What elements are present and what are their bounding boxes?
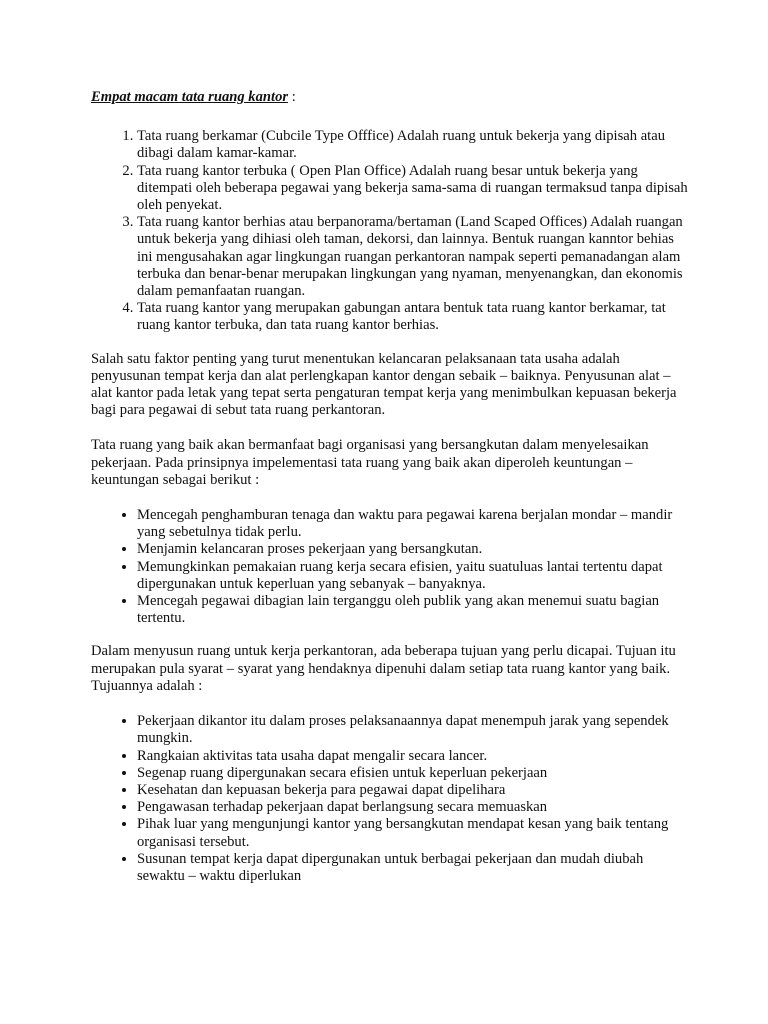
list-item: 2. Tata ruang kantor terbuka ( Open Plan Office) Adalah ruang besar untuk bekerja yang ditempati oleh beberapa pegawai yang bekerja sama-sama di ruangan termaksud tanpa dipisah oleh penyekat.	[137, 163, 691, 215]
benefits-list	[91, 507, 691, 627]
list-item: • Rangkaian aktivitas tata usaha dapat mengalir secara lancer.	[137, 748, 691, 765]
list-item: 1. Tata ruang berkamar (Cubcile Type Offfice) Adalah ruang untuk bekerja yang dipisah atau dibagi dalam kamar-kamar.	[137, 128, 691, 162]
paragraph-benefits-intro: Tata ruang yang baik akan bermanfaat bagi organisasi yang bersangkutan dalam menyelesaikan pekerjaan. Pada prinsipnya impelementasi tata ruang yang baik akan diperoleh keuntungan – keuntungan sebagai berikut :	[91, 437, 649, 488]
paragraph-goals-intro: Dalam menyusun ruang untuk kerja perkantoran, ada beberapa tujuan yang perlu dicapai. Tujuan itu merupakan pula syarat – syarat yang hendaknya dipenuhi dalam setiap tata ruang kantor yang baik. Tujuannya adalah :	[91, 643, 676, 694]
heading-title: Empat macam tata ruang kantor	[91, 89, 289, 105]
office-layout-types-list	[91, 128, 691, 334]
paragraph-intro: Salah satu faktor penting yang turut menentukan kelancaran pelaksanaan tata usaha adalah penyusunan tempat kerja dan alat perlengkapan kantor dengan sebaik – baiknya. Penyusunan alat – alat kantor pada letak yang tepat serta pengaturan tempat kerja yang menimbulkan kepuasan bekerja bagi para pegawai di sebut tata ruang perkantoran.	[91, 350, 677, 419]
list-item: • Segenap ruang dipergunakan secara efisien untuk keperluan pekerjaan	[137, 765, 691, 782]
list-item: • Pihak luar yang mengunjungi kantor yang bersangkutan mendapat kesan yang baik tentang organisasi tersebut.	[137, 816, 691, 850]
list-item: 4. Tata ruang kantor yang merupakan gabungan antara bentuk tata ruang kantor berkamar, tat ruang kantor terbuka, dan tata ruang kantor berhias.	[137, 300, 691, 334]
list-item: • Kesehatan dan kepuasan bekerja para pegawai dapat dipelihara	[137, 782, 691, 799]
list-item: • Mencegah penghamburan tenaga dan waktu para pegawai karena berjalan mondar – mandir yang sebetulnya tidak perlu.	[137, 507, 691, 541]
list-item: • Pekerjaan dikantor itu dalam proses pelaksanaannya dapat menempuh jarak yang sependek mungkin.	[137, 713, 691, 747]
goals-list	[91, 713, 691, 885]
heading-suffix: :	[288, 89, 296, 105]
list-item: • Menjamin kelancaran proses pekerjaan yang bersangkutan.	[137, 541, 691, 558]
list-item: • Memungkinkan pemakaian ruang kerja secara efisien, yaitu suatuluas lantai tertentu dapat dipergunakan untuk keperluan yang sebanyak – banyaknya.	[137, 559, 691, 593]
list-item: 3. Tata ruang kantor berhias atau berpanorama/bertaman (Land Scaped Offices) Adalah ruangan untuk bekerja yang dihiasi oleh taman, dekorsi, dan lainnya. Bentuk ruangan kanntor behias ini mengusahakan agar lingkungan ruangan perkantoran nampak seperti pemanadangan alam terbuka dan benar-benar merupakan lingkungan yang nyaman, menyenangkan, dan ekonomis dalam pemanfaatan ruangan.	[137, 214, 691, 300]
list-item: • Susunan tempat kerja dapat dipergunakan untuk berbagai pekerjaan dan mudah diubah sewaktu – waktu diperlukan	[137, 851, 691, 885]
document-page	[91, 89, 691, 901]
list-item: • Pengawasan terhadap pekerjaan dapat berlangsung secara memuaskan	[137, 799, 691, 816]
list-item: • Mencegah pegawai dibagian lain terganggu oleh publik yang akan menemui suatu bagian tertentu.	[137, 593, 691, 627]
section-heading	[91, 89, 691, 106]
